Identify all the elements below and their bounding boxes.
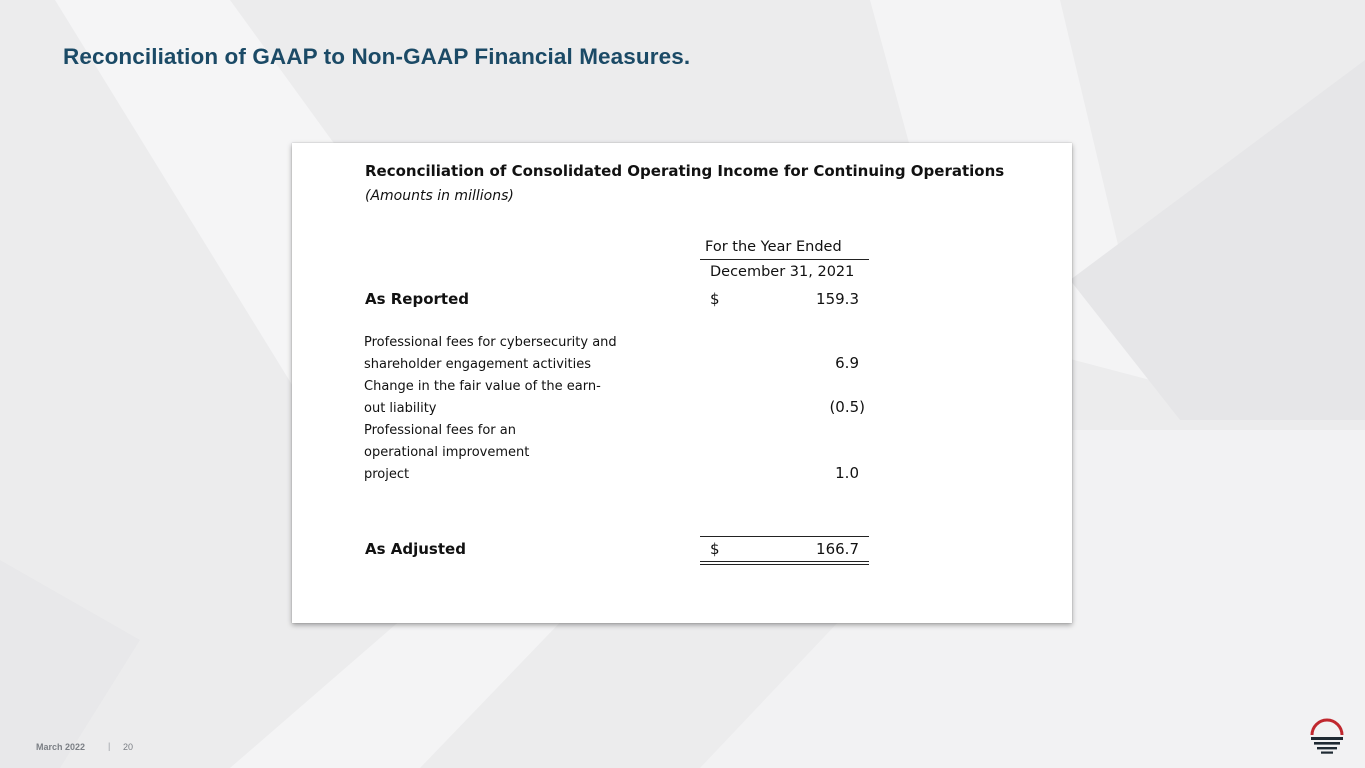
period-header-line1: For the Year Ended: [705, 239, 842, 255]
table-title: Reconciliation of Consolidated Operating Income for Continuing Operations: [365, 162, 1005, 180]
adjustment-value: (0.5): [829, 398, 865, 416]
as-reported-value: 159.3: [816, 290, 859, 308]
company-logo-icon: [1309, 717, 1345, 757]
period-header-line2: December 31, 2021: [710, 264, 855, 280]
subtotal-rule: [700, 536, 869, 537]
adjustment-label-line: operational improvement: [364, 445, 530, 460]
table-subtitle: (Amounts in millions): [365, 188, 514, 204]
adjustment-label-line: Professional fees for an: [364, 423, 516, 438]
slide-title: Reconciliation of GAAP to Non-GAAP Financial Measures.: [63, 44, 691, 69]
adjustment-label-line: project: [364, 467, 410, 482]
period-header-underline: [700, 259, 869, 260]
footer-separator: |: [108, 741, 111, 751]
as-reported-label: As Reported: [365, 290, 470, 308]
adjustment-label-line: shareholder engagement activities: [364, 357, 592, 372]
adjustment-label-line: Professional fees for cybersecurity and: [364, 335, 617, 350]
total-double-rule-bottom: [700, 564, 869, 565]
adjustment-label-line: out liability: [364, 401, 437, 416]
adjustment-value: 1.0: [835, 464, 859, 482]
footer-date: March 2022: [36, 742, 86, 752]
as-reported-currency: $: [710, 290, 720, 308]
adjustment-value: 6.9: [835, 354, 859, 372]
as-adjusted-value: 166.7: [816, 540, 859, 558]
total-double-rule-top: [700, 561, 869, 562]
reconciliation-table: [292, 143, 1072, 623]
as-adjusted-currency: $: [710, 540, 720, 558]
adjustment-label-line: Change in the fair value of the earn-: [364, 379, 601, 394]
as-adjusted-label: As Adjusted: [365, 540, 466, 558]
footer-page-number: 20: [123, 742, 134, 752]
